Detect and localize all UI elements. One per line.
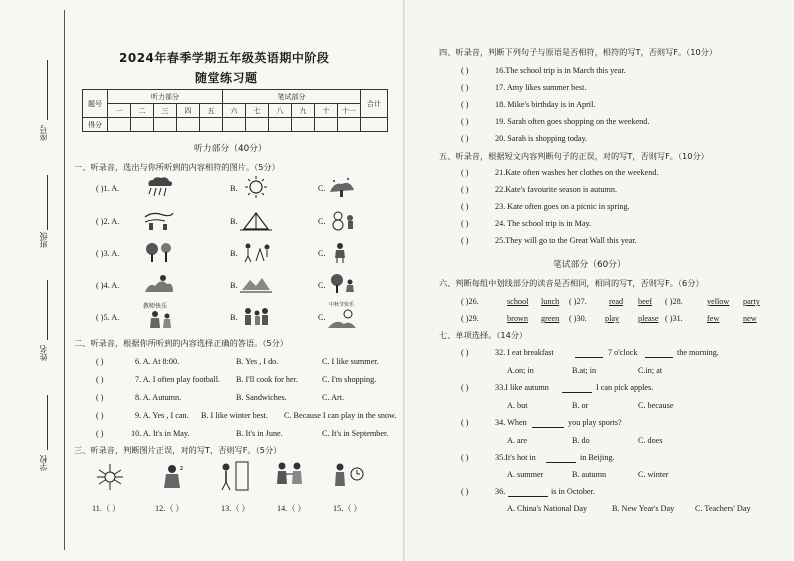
section-2-heading: 二、听录音，根据你所听到的内容选择正确的答语。（5分） [74,338,288,348]
score-cell[interactable] [108,118,131,132]
col-8: 八 [269,104,292,118]
school-label: 学校 [39,455,48,471]
score-cell[interactable] [315,118,338,132]
fireworks-icon [95,462,125,492]
answer-blank[interactable]: ( ) [461,134,469,143]
question-number-label: 题号 [83,90,108,118]
answer-blank[interactable]: ( )31. [665,314,683,323]
seat-label: 座号 [39,125,48,141]
answer-blank[interactable]: ( ) [461,418,469,427]
answer-blank[interactable]: ( )27. [569,297,587,306]
fill-blank[interactable] [532,418,564,428]
score-cell[interactable] [154,118,177,132]
class-label: 班级 [39,232,48,248]
fill-blank[interactable] [546,453,576,463]
col-4: 四 [177,104,200,118]
children-playing-icon [240,241,272,263]
family-icon [240,305,272,327]
mid-autumn-text: 中秋节快乐 [329,302,355,308]
col-11: 十一 [338,104,361,118]
score-cell[interactable] [269,118,292,132]
garden-scene-icon [143,272,175,294]
mid-autumn-icon [326,308,358,330]
col-10: 十 [315,104,338,118]
sun-icon [240,176,272,198]
answer-11[interactable]: 11.（ ） [92,504,121,513]
score-cell[interactable] [246,118,269,132]
answer-blank[interactable]: ( ) [96,357,104,366]
name-blank [47,280,48,340]
right-page: 四、听录音，判断下列句子与原语是否相符，相符的写T，否则写F。（10分） ( ) 16.The school trip is in March this year. ( ) 17. Amy likes summer best. ( ) 18. Mike's birthday is in April. ( ) 19. Sarah often goes shopping on the weekend. ( ) 20. Sarah is shopping today. 五、听录音，根据短文内容判断句子的正误，对的写T，否则写F。（10分） ( ) 21.Kate often washes her clothes on the weekend. ( ) 22.Kate's favourite season is autumn. ( ) 23. Kate often goes on a picnic in spring. ( ) 24. The school trip is in May. ( ) 25.They will go to the Great Wall this year. 笔试部分（60分） 六、判断每组中划线部分的读音是否相同，相同的写T，否则写F。（6分） ( )26. school lunch ( )27. read beef ( )28. yellow party ( )29. brown green ( )30. play please ( )31. few new 七、单项选择。（14分） ( ) 32. I eat breakfast 7 o'clock the morning. A.on; in B.at; in C.in; at ( ) 33.I like autumn I can pick apples. A. but B. or C. because ( ) 34. When you play sports? A. are B. do C. does ( ) 35.It's hot in in Beijing. A. summer B. autumn C. winter ( ) 36. is in October. A. China's National Day B. New Year's Day C. Teachers' Day [405,0,794,561]
score-cell[interactable] [177,118,200,132]
answer-blank[interactable]: ( ) [461,487,469,496]
fill-blank[interactable] [645,348,673,358]
score-row-label: 得分 [83,118,108,132]
written-caption: 笔试部分（60分） [553,260,626,270]
seat-blank [47,60,48,120]
fill-blank[interactable] [575,348,603,358]
answer-blank[interactable]: ( ) [461,383,469,392]
binding-line [64,10,65,550]
two-children-icon [272,460,308,492]
teachers-day-icon [145,308,177,330]
school-blank [47,395,48,450]
answer-blank[interactable]: ( ) [461,117,469,126]
windy-weather-icon [143,209,175,231]
written-header: 笔试部分 [223,90,361,104]
fill-blank[interactable] [508,487,548,497]
child-icon [326,241,358,263]
answer-blank[interactable]: ( ) [96,429,104,438]
score-cell[interactable] [338,118,361,132]
svg-text:z: z [180,465,184,472]
trees-icon [143,241,175,263]
col-2: 二 [131,104,154,118]
answer-blank[interactable]: ( ) [461,348,469,357]
answer-15[interactable]: 15.（ ） [333,504,362,513]
col-7: 七 [246,104,269,118]
score-cell[interactable] [200,118,223,132]
score-table [82,89,388,132]
girl-clock-icon [330,460,366,492]
answer-blank[interactable]: ( ) [461,202,469,211]
answer-blank[interactable]: ( )30. [569,314,587,323]
answer-14[interactable]: 14.（ ） [277,504,306,513]
answer-12[interactable]: 12.（ ） [155,504,184,513]
name-label: 姓名 [39,345,48,361]
score-cell[interactable] [292,118,315,132]
col-5: 五 [200,104,223,118]
answer-blank[interactable]: ( ) [461,100,469,109]
listening-header: 听力部分 [108,90,223,104]
answer-blank[interactable]: ( ) [461,219,469,228]
col-3: 三 [154,104,177,118]
answer-blank[interactable]: ( ) [461,66,469,75]
picnic-tent-icon [240,209,272,231]
exam-subtitle: 随堂练习题 [195,71,258,85]
col-1: 一 [108,104,131,118]
col-9: 九 [292,104,315,118]
col-6: 六 [223,104,246,118]
fill-blank[interactable] [562,383,592,393]
answer-blank[interactable]: ( ) [96,375,104,384]
answer-blank[interactable]: ( )28. [665,297,683,306]
tree-girl-icon [326,272,358,294]
answer-blank[interactable]: ( )26. [461,297,479,306]
section-7-heading: 七、单项选择。（14分） [439,330,528,340]
harvest-scene-icon [240,272,272,294]
answer-13[interactable]: 13.（ ） [221,504,250,513]
answer-blank[interactable]: ( ) [461,453,469,462]
listening-caption: 听力部分（40分） [194,144,267,154]
answer-blank[interactable]: ( ) [461,185,469,194]
person-doorway-icon [216,460,250,492]
class-blank [47,175,48,230]
answer-blank[interactable]: ( ) [96,393,104,402]
rain-cloud-icon [143,176,175,198]
answer-blank[interactable]: ( ) [461,236,469,245]
score-cell[interactable] [223,118,246,132]
score-cell[interactable] [131,118,154,132]
snow-tree-icon [326,176,358,198]
section-6-heading: 六、判断每组中划线部分的读音是否相同，相同的写T，否则写F。（6分） [439,278,704,288]
answer-blank[interactable]: ( ) [96,411,104,420]
girl-sleeping-icon [158,462,188,492]
section-1-heading: 一、听录音，选出与你所听到的内容相符的图片。（5分） [74,162,280,172]
total-label: 合计 [361,90,388,118]
score-cell[interactable] [361,118,388,132]
answer-blank[interactable]: ( )29. [461,314,479,323]
teachers-day-text: 教师快乐 [143,303,168,310]
section-4-heading: 四、听录音，判断下列句子与原语是否相符，相符的写T，否则写F。（10分） [439,47,718,57]
snowman-icon [326,209,358,231]
exam-title: 2024年春季学期五年级英语期中阶段 [119,51,330,65]
section-5-heading: 五、听录音，根据短文内容判断句子的正误，对的写T，否则写F。（10分） [439,151,709,161]
left-page: 座号 班级 姓名 学校 2024年春季学期五年级英语期中阶段 随堂练习题 题号 听力部分 笔试部分 合计 一 二 三 四 五 六 七 八 九 十 十一 得分 听力部分（40分） 一、听录音，选出与你所听到的内容相符的图片。（5分） ( )1. A. B. C. ( )2. A. B. C. ( )3. A. B. C. ( )4. A. B. C. ( )5. A. 教师快乐 B. C. 中秋节快乐 二、听录音，根据你所听到的内容选择正确的答语。（5分） ( ) 6. A. At 8:00. B. Yes , I do. C. I like summer. ( ) 7. A. I often play football. B. I'll cook for her. C. I'm shopping. ( ) 8. A. Autumn. B. Sandwiches. C. Art. ( ) 9. A. Yes , I can. B. I like winter best. C. Because I can play in the snow. ( ) 10. A. It's in May. B. It's in June. C. It's in September. 三、听录音，判断图片正误，对的写T，否则写F。（5分） z 11.（ ） 12.（ ） 13.（ ） 14.（ ） 15.（ ） [0,0,405,561]
answer-blank[interactable]: ( ) [461,168,469,177]
answer-blank[interactable]: ( ) [461,83,469,92]
section-3-heading: 三、听录音，判断图片正误，对的写T，否则写F。（5分） [74,445,282,455]
